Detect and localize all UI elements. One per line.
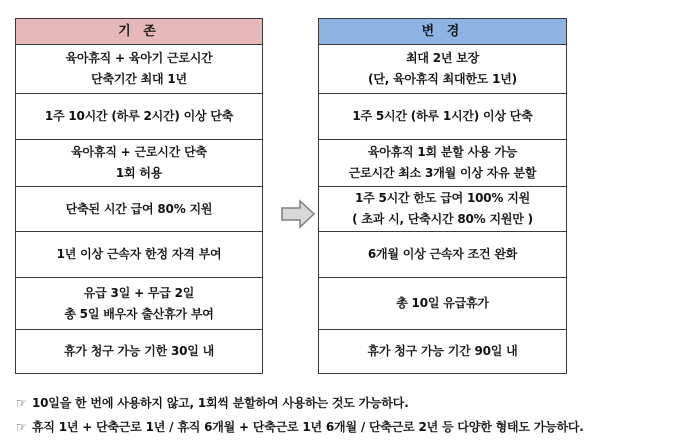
cell-line: ( 초과 시, 단축시간 80% 지원만 ) — [352, 212, 533, 226]
before-row-6 — [15, 278, 263, 330]
cell-line: 휴가 청구 가능 기간 90일 내 — [367, 344, 518, 358]
cell-line: 육아휴직 1회 분할 사용 가능 — [367, 145, 518, 159]
after-row-7 — [318, 330, 567, 374]
before-header: 기 존 — [15, 18, 263, 45]
before-row-3 — [15, 140, 263, 187]
cell-line: 총 5일 배우자 출산휴가 부여 — [64, 306, 214, 321]
before-row-2 — [15, 94, 263, 140]
cell-line: (단, 육아휴직 최대한도 1년) — [368, 72, 517, 86]
after-row-5 — [318, 232, 567, 278]
after-row-2 — [318, 94, 567, 140]
after-header: 변 경 — [318, 18, 567, 45]
footnote-1 — [16, 394, 409, 411]
before-row-5 — [15, 232, 263, 278]
cell-line: 휴가 청구 가능 기한 30일 내 — [63, 344, 215, 358]
cell-line: 육아휴직 + 근로시간 단축 — [71, 145, 207, 159]
footnote-text: 10일을 한 번에 사용하지 않고, 1회씩 분할하여 사용하는 것도 가능하다. — [32, 396, 409, 410]
cell-line: 1주 10시간 (하루 2시간) 이상 단축 — [44, 109, 234, 123]
pointing-hand-icon: ☞ — [16, 420, 27, 434]
cell-line: 6개월 이상 근속자 조건 완화 — [367, 247, 518, 261]
cell-line: 육아휴직 + 육아기 근로시간 — [65, 51, 213, 65]
cell-line: 근로시간 최소 3개월 이상 자유 분할 — [348, 166, 537, 180]
after-column — [318, 18, 567, 374]
before-column — [15, 18, 263, 374]
footnote-2 — [16, 418, 584, 435]
right-arrow-icon — [281, 199, 315, 229]
after-row-4 — [318, 187, 567, 232]
cell-line: 단축된 시간 급여 80% 지원 — [65, 201, 213, 216]
cell-line: 최대 2년 보장 — [405, 51, 480, 65]
before-row-7 — [15, 330, 263, 374]
after-row-1 — [318, 45, 567, 94]
cell-line: 1주 5시간 한도 급여 100% 지원 — [355, 191, 530, 205]
before-row-4 — [15, 187, 263, 232]
before-row-1 — [15, 45, 263, 94]
cell-line: 단축기간 최대 1년 — [91, 72, 187, 86]
after-row-3 — [318, 140, 567, 187]
footnote-text: 휴직 1년 + 단축근로 1년 / 휴직 6개월 + 단축근로 1년 6개월 / 단축근로 2년 등 다양한 형태도 가능하다. — [32, 420, 584, 434]
cell-line: 1주 5시간 (하루 1시간) 이상 단축 — [352, 109, 533, 123]
cell-line: 유급 3일 + 무급 2일 — [83, 285, 195, 300]
cell-line: 1년 이상 근속자 한정 자격 부여 — [56, 247, 222, 261]
pointing-hand-icon: ☞ — [16, 396, 27, 410]
cell-line: 1회 허용 — [115, 166, 163, 180]
after-row-6 — [318, 278, 567, 330]
cell-line: 총 10일 유급휴가 — [396, 296, 489, 310]
